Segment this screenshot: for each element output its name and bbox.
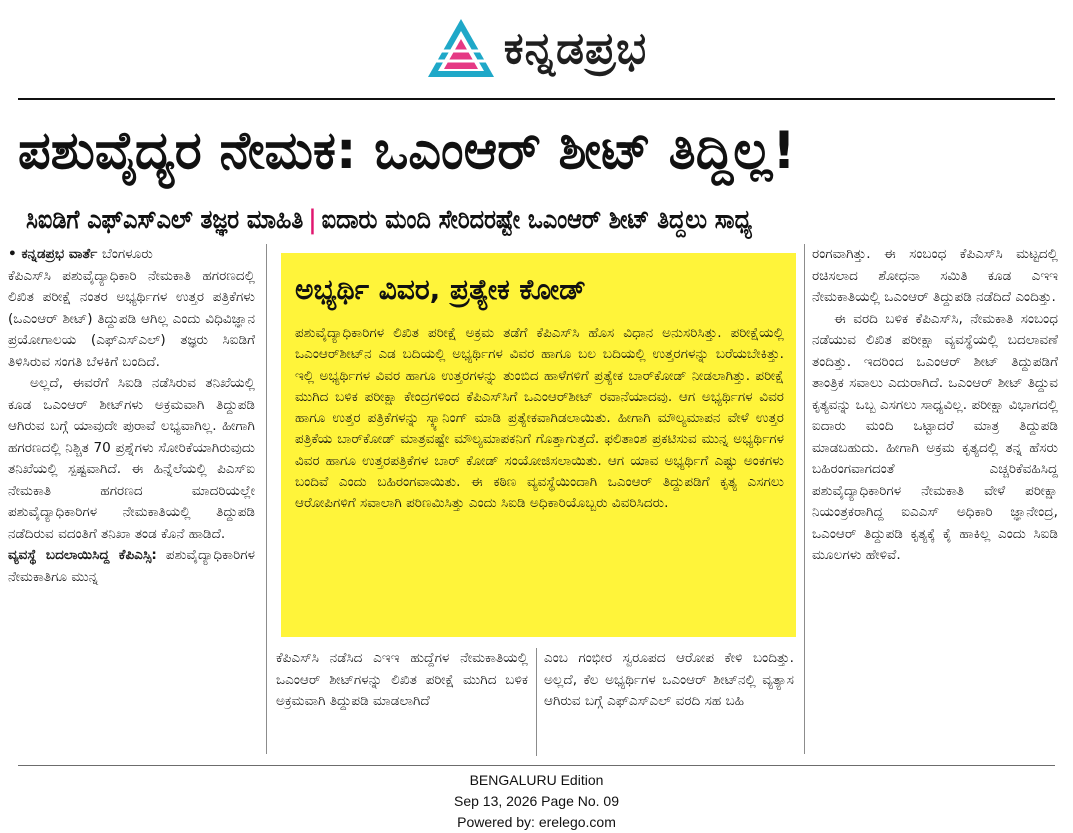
dateline-bullet: • [8,246,17,262]
boxout-body: ಪಶುವೈದ್ಯಾಧಿಕಾರಿಗಳ ಲಿಖಿತ ಪರೀಕ್ಷೆ ಅಕ್ರಮ ತಡೆಗೆ ಕೆಪಿಎಸ್‌ಸಿ ಹೊಸ ವಿಧಾನ ಅನುಸರಿಸಿತ್ತು. ಪರೀಕ್ಷೆಯಲ್ಲಿ ಒಎಂಆರ್‌ಶೀಟ್‌ನ ಎಡ ಬದಿಯಲ್ಲಿ ಅಭ್ಯರ್ಥಿಗಳ ವಿವರ ಹಾಗೂ ಬಲ ಬದಿಯಲ್ಲಿ ಉತ್ತರಗಳನ್ನು ಬರೆಯಬೇಕಿತ್ತು. ಇಲ್ಲಿ ಅಭ್ಯರ್ಥಿಗಳ ವಿವರ ಹಾಗೂ ಉತ್ತರಗಳನ್ನು ತುಂಬಿದ ಹಾಳೆಗಳಿಗೆ ಪ್ರತ್ಯೇಕ ಬಾರ್‌ಕೋಡ್ ನೀಡಲಾಗಿತ್ತು. ಪರೀಕ್ಷೆ ಮುಗಿದ ಬಳಿಕ ಪರೀಕ್ಷಾ ಕೇಂದ್ರಗಳಿಂದ ಕೆಪಿಎಸ್‌ಸಿಗೆ ಒಎಂಆರ್‌ಶೀಟ್ ರವಾನೆಯಾದವು. ಆಗ ಅಭ್ಯರ್ಥಿಗಳ ವಿವರ ಹಾಗೂ ಉತ್ತರ ಪತ್ರಿಕೆಗಳನ್ನು ಸ್ಕ್ಯಾನಿಂಗ್ ಮಾಡಿ ಪ್ರತ್ಯೇಕವಾಗಿಡಲಾಯಿತು. ಹೀಗಾಗಿ ಮೌಲ್ಯಮಾಪನ ವೇಳೆ ಉತ್ತರ ಪತ್ರಿಕೆಯ ಬಾರ್‌ಕೋಡ್ ಮಾತ್ರವಷ್ಟೇ ಮೌಲ್ಯಮಾಪಕನಿಗೆ ಗೊತ್ತಾಗುತ್ತದೆ. ಫಲಿತಾಂಶ ಪ್ರಕಟಿಸುವ ಮುನ್ನ ಅಭ್ಯರ್ಥಿಗಳ ವಿವರ ಹಾಗೂ ಉತ್ತರಪತ್ರಿಕೆಗಳ ಬಾರ್ ಕೋಡ್ ಸಂಯೋಜಿಸಲಾಯಿತು. ಆಗ ಯಾವ ಅಭ್ಯರ್ಥಿಗೆ ಎಷ್ಟು ಅಂಕಗಳು ಬಂದಿವೆ ಎಂದು ಬಹಿರಂಗವಾಯಿತು. ಈ ಕಠಿಣ ವ್ಯವಸ್ಥೆಯಿಂದಾಗಿ ಒಎಂಆರ್ ತಿದ್ದುಪಡಿಗೆ ಕೃತ್ಯ ಎಸಗಲು ಆರೋಪಿಗಳಿಗೆ ಸವಾಲಾಗಿ ಪರಿಣಮಿಸಿತ್ತು ಎಂದು ಸಿಐಡಿ ಅಧಿಕಾರಿಯೊಬ್ಬರು ವಿವರಿಸಿದರು. [295,325,784,512]
col1-paragraph-3: ಪಶುವೈದ್ಯಾಧಿಕಾರಿಗಳ ನೇಮಕಾತಿಗೂ ಮುನ್ನ [8,547,256,585]
subhead-left: ಸಿಐಡಿಗೆ ಎಫ್‌ಎಸ್‌ಎಲ್ ತಜ್ಞರ ಮಾಹಿತಿ [26,205,304,235]
article-column-1 [8,244,255,752]
masthead-divider [18,98,1055,100]
col4-paragraph-2: ಈ ವರದಿ ಬಳಿಕ ಕೆಪಿಎಸ್‌ಸಿ, ನೇಮಕಾತಿ ಸಂಬಂಧ ನಡೆಯುವ ಲಿಖಿತ ಪರೀಕ್ಷಾ ವ್ಯವಸ್ಥೆಯಲ್ಲಿ ಬದಲಾವಣೆ ತಂದಿತ್ತು. ಇದರಿಂದ ಒಎಂಆರ್ ಶೀಟ್ ತಿದ್ದುಪಡಿಗೆ ತಾಂತ್ರಿಕ ಸವಾಲು ಎದುರಾಗಿದೆ. ಒಎಂಆರ್ ಶೀಟ್ ತಿದ್ದುವ ಕೃತ್ಯವನ್ನು ಒಬ್ಬ ಎಸಗಲು ಸಾಧ್ಯವಿಲ್ಲ. ಪರೀಕ್ಷಾ ವಿಭಾಗದಲ್ಲಿ ಐದಾರು ಮಂದಿ ಒಟ್ಟಾದರೆ ಮಾತ್ರ ತಿದ್ದುಪಡಿ ಮಾಡಬಹುದು. ಹೀಗಾಗಿ ಅಕ್ರಮ ಕೃತ್ಯದಲ್ಲಿ ತನ್ನ ಹೆಸರು ಬಹಿರಂಗವಾಗದಂತೆ ಎಚ್ಚರಿಕೆವಹಿಸಿದ್ದ ಪಶುವೈದ್ಯಾಧಿಕಾರಿಗಳ ನೇಮಕಾತಿ ವೇಳೆ ಪರೀಕ್ಷಾ ನಿಯಂತ್ರಕರಾಗಿದ್ದ ಐಎಎಸ್ ಅಧಿಕಾರಿ ಜ್ಞಾನೇಂದ್ರ, ಒಎಂಆರ್ ತಿದ್ದುಪಡಿ ಕೃತ್ಯಕ್ಕೆ ಕೈ ಹಾಕಿಲ್ಲ ಎಂದು ಸಿಐಡಿ ಮೂಲಗಳು ಹೇಳಿವೆ. [812,310,1058,563]
dateline-place: ಬೆಂಗಳೂರು [102,246,153,262]
article-headline: ಪಶುವೈದ್ಯರ ನೇಮಕ: ಒಎಂಆರ್ ಶೀಟ್ ತಿದ್ದಿಲ್ಲ! [18,121,796,181]
edition-label: BENGALURU Edition [469,772,604,788]
footer-divider [18,765,1055,766]
article-column-2 [276,648,528,758]
dateline [8,246,153,262]
brand-name: ಕನ್ನಡಪ್ರಭ [503,22,648,74]
article-column-3 [544,648,794,758]
kannadaprabha-logo-icon [426,17,496,79]
subhead-right: ಐದಾರು ಮಂದಿ ಸೇರಿದರಷ್ಟೇ ಒಎಂಆರ್ ಶೀಟ್ ತಿದ್ದಲು ಸಾಧ್ಯ [321,205,753,235]
col3-paragraph: ಎಂಬ ಗಂಭೀರ ಸ್ವರೂಪದ ಆರೋಪ ಕೇಳಿ ಬಂದಿತ್ತು. ಅಲ್ಲದೆ, ಕೆಲ ಅಭ್ಯರ್ಥಿಗಳ ಒಎಂಆರ್‌ ಶೀಟ್‌ನಲ್ಲಿ ವ್ಯತ್ಯಾಸ ಆಗಿರುವ ಬಗ್ಗೆ ಎಫ್‌ಎಸ್‌ಎಲ್ ವರದಿ ಸಹ ಬಹಿ [544,650,794,709]
col1-paragraph-1: ಕೆಪಿಎಸ್‌ಸಿ ಪಶುವೈದ್ಯಾಧಿಕಾರಿ ನೇಮಕಾತಿ ಹಗರಣದಲ್ಲಿ ಲಿಖಿತ ಪರೀಕ್ಷೆ ನಂತರ ಅಭ್ಯರ್ಥಿಗಳ ಉತ್ತರ ಪತ್ರಿಕೆಗಳು (ಒಎಂಆರ್ ಶೀಟ್) ತಿದ್ದುಪಡಿ ಆಗಿಲ್ಲ ಎಂದು ವಿಧಿವಿಜ್ಞಾನ ಪ್ರಯೋಗಾಲಯ (ಎಫ್‌ಎಸ್‌ಎಲ್) ತಜ್ಞರು ಸಿಐಡಿಗೆ ತಿಳಿಸಿರುವ ಸಂಗತಿ ಬೆಳಕಿಗೆ ಬಂದಿದೆ. [8,267,255,370]
subhead-separator: | [308,205,317,235]
boxout-title: ಅಭ್ಯರ್ಥಿ ವಿವರ, ಪ್ರತ್ಯೇಕ ಕೋಡ್ [295,273,586,306]
column-divider [536,648,537,756]
date-page-label: Sep 13, 2026 Page No. 09 [453,793,620,809]
col1-subheading: ವ್ಯವಸ್ಥೆ ಬದಲಾಯಿಸಿದ್ದ ಕೆಪಿಎಸ್ಸಿ: [8,547,157,563]
col1-paragraph-2: ಅಲ್ಲದೆ, ಈವರೆಗೆ ಸಿಐಡಿ ನಡೆಸಿರುವ ತನಿಖೆಯಲ್ಲಿ ಕೂಡ ಒಎಂಆರ್ ಶೀಟ್‌ಗಳು ಅಕ್ರಮವಾಗಿ ತಿದ್ದುಪಡಿ ಆಗಿರುವ ಬಗ್ಗೆ ಯಾವುದೇ ಪುರಾವೆ ಲಭ್ಯವಾಗಿಲ್ಲ. ಹೀಗಾಗಿ ಹಗರಣದಲ್ಲಿ ನಿಶ್ಚಿತ 70 ಪ್ರಶ್ನೆಗಳು ಸೋರಿಕೆಯಾಗಿರುವುದು ತನಿಖೆಯಲ್ಲಿ ಸ್ಪಷ್ಟವಾಗಿದೆ. ಈ ಹಿನ್ನೆಲೆಯಲ್ಲಿ ಪಿಎಸ್‌ಐ ನೇಮಕಾತಿ ಹಗರಣದ ಮಾದರಿಯಲ್ಲೇ ಪಶುವೈದ್ಯಾಧಿಕಾರಿಗಳ ನೇಮಕಾತಿಯಲ್ಲಿ ತಿದ್ದುಪಡಿ ನಡೆದಿರುವ ವದಂತಿಗೆ ತನಿಖಾ ತಂಡ ಕೊನೆ ಹಾಡಿದೆ. [8,375,255,542]
col2-paragraph: ಕೆಪಿಎಸ್‌ಸಿ ನಡೆಸಿದ ಎಇಇ ಹುದ್ದೆಗಳ ನೇಮಕಾತಿಯಲ್ಲಿ ಒಎಂಆರ್ ಶೀಟ್‌ಗಳನ್ನು ಲಿಖಿತ ಪರೀಕ್ಷೆ ಮುಗಿದ ಬಳಿಕ ಅಕ್ರಮವಾಗಿ ತಿದ್ದುಪಡಿ ಮಾಡಲಾಗಿದೆ [276,650,528,709]
highlight-boxout [281,253,796,637]
column-divider [266,244,267,754]
column-divider [804,244,805,754]
col4-paragraph-1: ರಂಗವಾಗಿತ್ತು. ಈ ಸಂಬಂಧ ಕೆಪಿಎಸ್‌ಸಿ ಮಟ್ಟದಲ್ಲಿ ರಚಿಸಲಾದ ಶೋಧನಾ ಸಮಿತಿ ಕೂಡ ಎಇಇ ನೇಮಕಾತಿಯಲ್ಲಿ ಒಎಂಆರ್ ತಿದ್ದುಪಡಿ ನಡೆದಿದೆ ಎಂದಿತ್ತು. [812,246,1058,305]
page-footer [0,770,1073,833]
article-column-4 [812,244,1058,752]
dateline-source: ಕನ್ನಡಪ್ರಭ ವಾರ್ತೆ [21,246,98,262]
article-subhead [26,200,916,240]
powered-by-label: Powered by: erelego.com [457,814,616,830]
masthead [0,0,1073,96]
